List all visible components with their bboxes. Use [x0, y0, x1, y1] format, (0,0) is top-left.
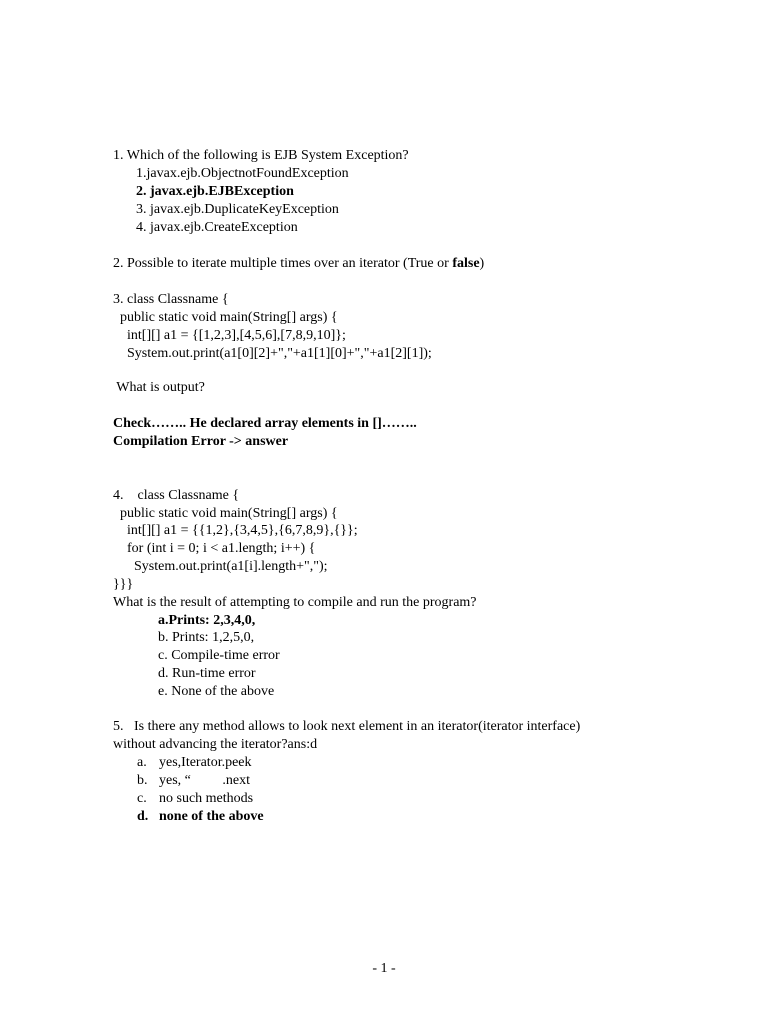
q1-option-3: 3. javax.ejb.DuplicateKeyException [136, 202, 339, 217]
q4-code-line: 4. class Classname { [113, 488, 240, 503]
q5-option-label: d. [137, 809, 149, 824]
q3-answer: Compilation Error -> answer [113, 434, 289, 449]
q1-option-2-answer: 2. javax.ejb.EJBException [136, 184, 294, 199]
q5-option-label: c. [137, 791, 147, 806]
q2-question-end: ) [479, 256, 485, 271]
q3-code-line: int[][] a1 = {[1,2,3],[4,5,6],[7,8,9,10]}; [113, 328, 346, 343]
q4-option-b: b. Prints: 1,2,5,0, [158, 630, 255, 645]
q4-code-line: for (int i = 0; i < a1.length; i++) { [113, 541, 316, 556]
q4-option-d: d. Run-time error [158, 666, 256, 681]
q5-option-label: b. [137, 773, 148, 788]
q4-option-e: e. None of the above [158, 684, 275, 699]
q4-code-line: System.out.print(a1[i].length+","); [113, 559, 328, 574]
q2-question-text: 2. Possible to iterate multiple times over an iterator (True or [113, 256, 453, 271]
page-number: - 1 - [372, 961, 396, 976]
q1-question: 1. Which of the following is EJB System Exception? [113, 148, 409, 163]
q4-code-line: int[][] a1 = {{1,2},{3,4,5},{6,7,8,9},{}}; [113, 523, 358, 538]
q4-code-line: }}} [113, 577, 134, 592]
q2-answer: false [452, 256, 480, 271]
q5-question-line-2: without advancing the iterator?ans:d [113, 737, 318, 752]
q3-code-line: public static void main(String[] args) { [113, 310, 338, 325]
q3-prompt: What is output? [113, 380, 205, 395]
q4-question: What is the result of attempting to compile and run the program? [113, 595, 477, 610]
q5-question-line-1: 5. Is there any method allows to look next element in an iterator(iterator interface) [113, 719, 581, 734]
q2-question [113, 255, 484, 273]
q4-option-c: c. Compile-time error [158, 648, 280, 663]
q4-code-line: public static void main(String[] args) { [113, 506, 338, 521]
q4-option-a-answer: a.Prints: 2,3,4,0, [158, 613, 256, 628]
q5-option-text: no such methods [159, 791, 254, 806]
q5-option-text: yes,Iterator.peek [159, 755, 252, 770]
q3-note: Check…….. He declared array elements in []…….. [113, 416, 417, 431]
q1-option-4: 4. javax.ejb.CreateException [136, 220, 298, 235]
q5-option-label: a. [137, 755, 147, 770]
q3-code-line: 3. class Classname { [113, 292, 229, 307]
q5-option-text: yes, “ .next [159, 773, 250, 788]
q3-code-line: System.out.print(a1[0][2]+","+a1[1][0]+","+a1[2][1]); [113, 346, 432, 361]
q1-option-1: 1.javax.ejb.ObjectnotFoundException [136, 166, 349, 181]
q5-option-text: none of the above [159, 809, 264, 824]
